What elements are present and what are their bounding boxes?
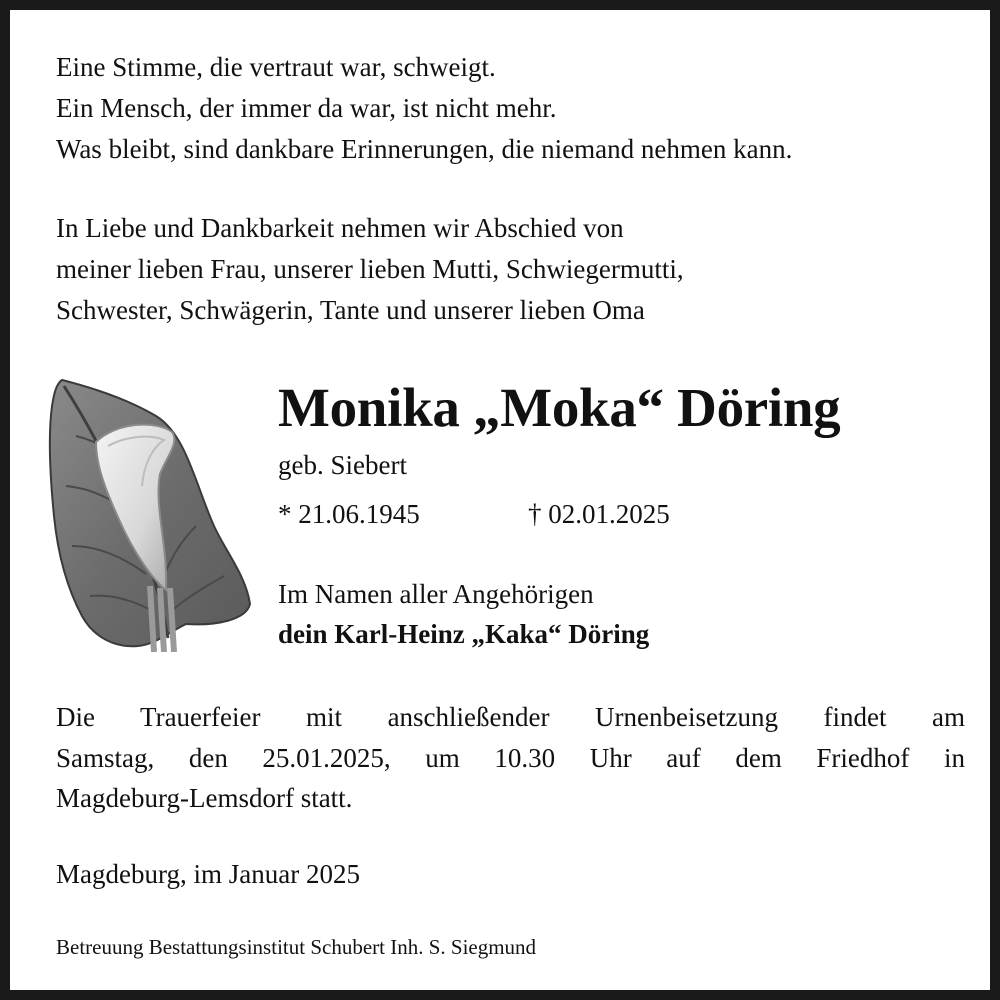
ceremony-line-2: Samstag, den 25.01.2025, um 10.30 Uhr auf dem Friedhof in: [56, 742, 965, 773]
poem-line-2: Ein Mensch, der immer da war, ist nicht mehr.: [56, 93, 557, 123]
poem-line-3: Was bleibt, sind dankbare Erinnerungen, die niemand nehmen kann.: [56, 134, 793, 164]
deceased-name: Monika „Moka“ Döring: [278, 377, 841, 438]
funeral-home-credit: Betreuung Bestattungsinstitut Schubert Inh. S. Siegmund: [56, 935, 537, 959]
maiden-name: geb. Siebert: [278, 450, 407, 480]
intro-line-3: Schwester, Schwägerin, Tante und unserer lieben Oma: [56, 295, 645, 325]
calla-lily-leaf-image: [46, 376, 252, 652]
signature-line-1: Im Namen aller Angehörigen: [278, 579, 594, 609]
ceremony-paragraph: [56, 697, 965, 819]
ceremony-line-1: Die Trauerfeier mit anschließender Urnenbeisetzung findet am: [56, 702, 965, 732]
birth-date: * 21.06.1945: [278, 499, 420, 529]
place-date: Magdeburg, im Januar 2025: [56, 859, 360, 889]
intro-line-2: meiner lieben Frau, unserer lieben Mutti, Schwiegermutti,: [56, 254, 684, 284]
death-date: † 02.01.2025: [528, 499, 670, 529]
intro-line-1: In Liebe und Dankbarkeit nehmen wir Abschied von: [56, 213, 624, 243]
signature-line-2: dein Karl-Heinz „Kaka“ Döring: [278, 619, 650, 649]
ceremony-line-3: Magdeburg-Lemsdorf statt.: [56, 783, 353, 813]
poem-line-1: Eine Stimme, die vertraut war, schweigt.: [56, 52, 496, 82]
